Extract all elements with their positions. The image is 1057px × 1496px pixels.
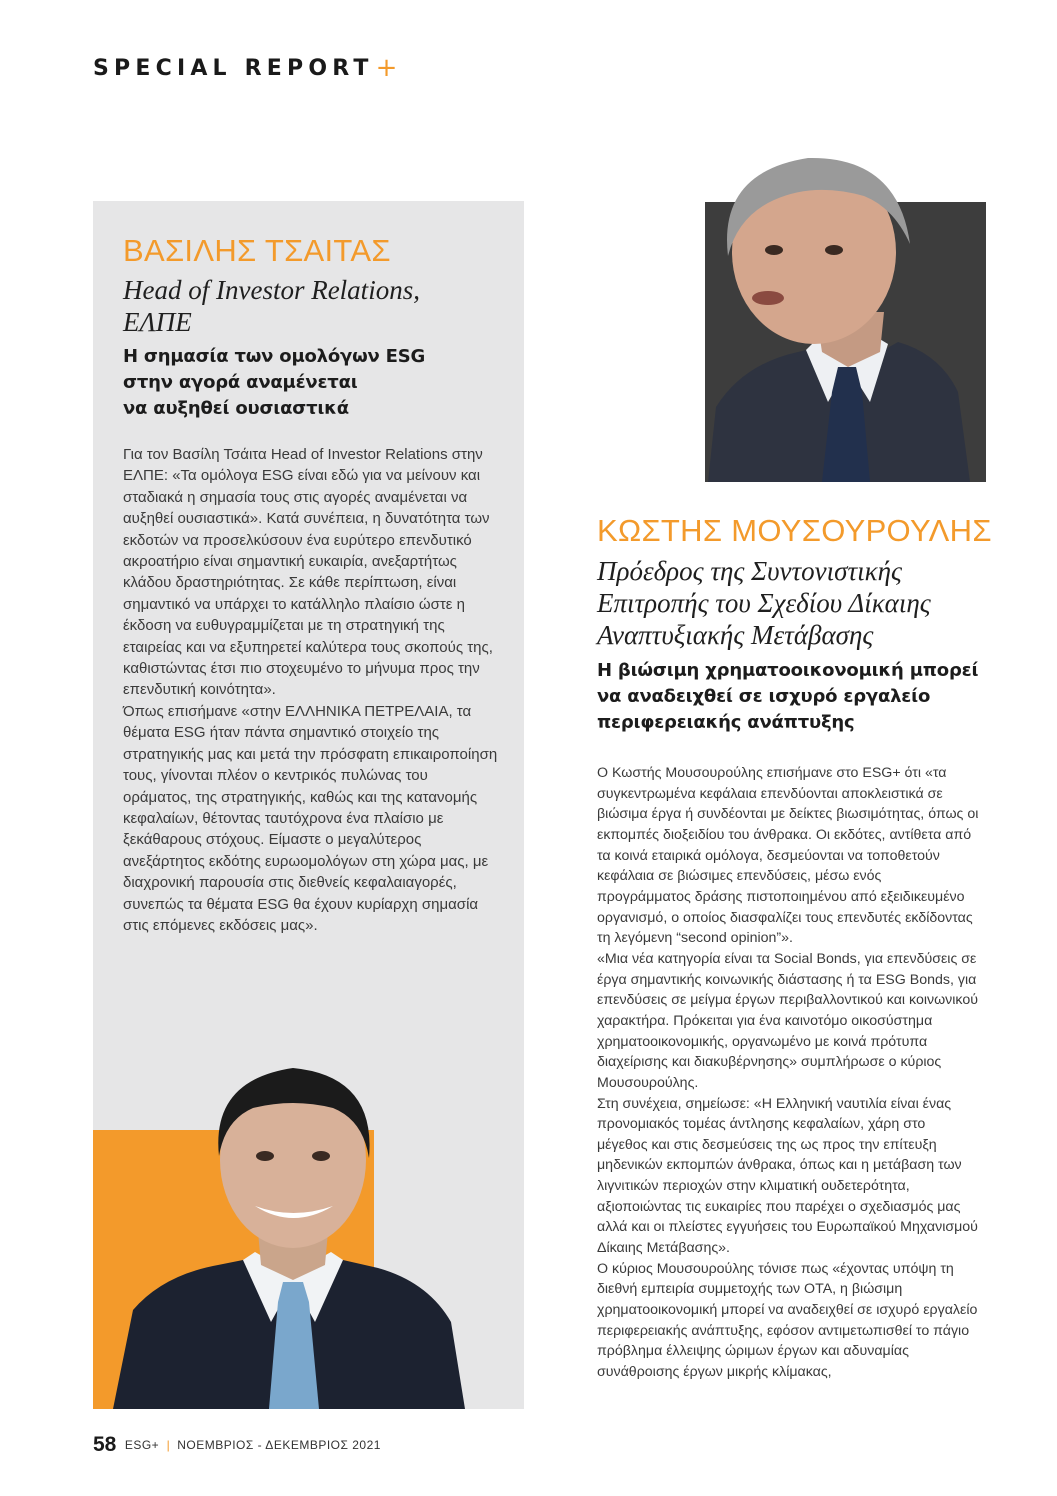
left-person-name: ΒΑΣΙΛΗΣ ΤΣΑΙΤΑΣ: [123, 233, 391, 268]
left-role-line: ΕΛΠΕ: [123, 307, 192, 337]
left-person-photo: [93, 1060, 524, 1409]
right-subhead-line: να αναδειχθεί σε ισχυρό εργαλείο: [597, 686, 931, 707]
right-role-line: Επιτροπής του Σχεδίου Δίκαιης: [597, 588, 931, 618]
section-title: SPECIAL REPORT: [93, 56, 374, 81]
right-subheading: [597, 658, 1017, 736]
footer-separator: |: [166, 1438, 170, 1452]
left-body-text: [123, 444, 498, 936]
issue-date: ΝΟΕΜΒΡΙΟΣ - ΔΕΚΕΜΒΡΙΟΣ 2021: [177, 1438, 381, 1452]
portrait-illustration-left: [93, 1060, 524, 1409]
page-number: 58: [93, 1433, 117, 1456]
section-header: [93, 52, 397, 82]
right-paragraph: Ο Κωστής Μουσουρούλης επισήμανε στο ESG+ ότι «τα συγκεντρωμένα κεφάλαια επενδύονται αποκλειστικά σε βιώσιμα έργα ή συνδέονται με δείκτες βιωσιμότητας, όπως οι εκπομπές διοξειδίου του άνθρακα. Οι εκδότες, αντίθετα από τα κοινά εταιρικά ομόλογα, δεσμεύονται να τοποθετούν κεφάλαια σε βιώσιμες επενδύσεις, μέσω ενός προγράμματος δράσης πιστοποιημένου από εξειδικευμένο οργανισμό, ο οποίος διασφαλίζει τους επενδυτές εκδίδοντας τη λεγόμενη “second opinion”».: [597, 765, 979, 947]
right-role-line: Αναπτυξιακής Μετάβασης: [597, 620, 874, 650]
left-person-role: [123, 274, 513, 338]
right-person-photo: [688, 152, 986, 482]
left-paragraph: Όπως επισήμανε «στην ΕΛΛΗΝΙΚΑ ΠΕΤΡΕΛΑΙΑ, τα θέματα ESG ήταν πάντα σημαντικό στοιχείο της στρατηγικής μας και μετά την πρόσφατη επικαιροποίηση τους, γίνονται πλέον ο κεντρικός πυλώνας του οράματος, της στρατηγικής, καθώς και της κατανομής κεφαλαίων, θέτοντας ταυτόχρονα ένα πλαίσιο με ξεκάθαρους στόχους. Είμαστε ο μεγαλύτερος ανεξάρτητος εκδότης ευρωομολόγων στη χώρα μας, με διαχρονική παρουσία στις διεθνείς κεφαλαιαγορές, συνεπώς τα θέματα ESG θα έχουν κυρίαρχη σημασία στις επόμενες εκδόσεις μας».: [123, 702, 498, 934]
right-role-line: Πρόεδρος της Συντονιστικής: [597, 556, 902, 586]
right-body-text: [597, 763, 979, 1383]
right-paragraph: «Μια νέα κατηγορία είναι τα Social Bonds, για επενδύσεις σε έργα σημαντικής κοινωνικής διάστασης ή τα ESG Bonds, για επενδύσεις σε μείγμα έργων περιβαλλοντικού και κοινωνικού χαρακτήρα. Πρόκειται για ένα καινοτόμο οικοσύστημα χρηματοοικονομικής, οργανωμένο με κοινά πρότυπα διαχείρισης και διακυβέρνησης» συμπλήρωσε ο κύριος Μουσουρούλης.: [597, 950, 978, 1091]
left-subhead-line: Η σημασία των ομολόγων ESG: [123, 346, 426, 367]
right-subhead-line: περιφερειακής ανάπτυξης: [597, 712, 855, 733]
right-person-name: ΚΩΣΤΗΣ ΜΟΥΣΟΥΡΟΥΛΗΣ: [597, 513, 992, 548]
publication-name: ESG+: [124, 1438, 160, 1452]
left-subheading: [123, 344, 513, 422]
page-footer: [93, 1433, 381, 1457]
right-paragraph: Στη συνέχεια, σημείωσε: «Η Ελληνική ναυτιλία είναι ένας προνομιακός τομέας άντλησης κεφαλαίων, χάρη στο μέγεθος και στις δεσμεύσεις της ως προς την επίτευξη μηδενικών εκπομπών άνθρακα, όπως και η μετάβαση των λιγνιτικών περιοχών στην κλιματική ουδετερότητα, αξιοποιώντας τις ευκαιρίες που παρέχει ο σχεδιασμός μας αλλά και οι πλείστες εγγυήσεις του Ευρωπαϊκού Μηχανισμού Δίκαιης Μετάβασης».: [597, 1095, 978, 1257]
right-subhead-line: Η βιώσιμη χρηματοοικονομική μπορεί: [597, 660, 979, 681]
left-subhead-line: στην αγορά αναμένεται: [123, 372, 358, 393]
left-role-line: Head of Investor Relations,: [123, 275, 420, 305]
left-subhead-line: να αυξηθεί ουσιαστικά: [123, 398, 349, 419]
right-paragraph: Ο κύριος Μουσουρούλης τόνισε πως «έχοντας υπόψη τη διεθνή εμπειρία συμμετοχής των ΟΤΑ, η βιώσιμη χρηματοοικονομική μπορεί να αναδειχθεί σε ισχυρό εργαλείο περιφερειακής ανάπτυξης, εφόσον αντιμετωπισθεί το πάγιο πρόβλημα έλλειψης ώριμων έργων και αδυναμίας συνάθροισης έργων μικρής κλίμακας,: [597, 1260, 978, 1381]
plus-mark: +: [375, 53, 398, 83]
portrait-illustration-right: [688, 152, 986, 482]
right-person-role: [597, 555, 1017, 651]
left-paragraph: Για τον Βασίλη Τσάιτα Head of Investor Relations στην ΕΛΠΕ: «Τα ομόλογα ESG είναι εδώ για να μείνουν και σταδιακά η σημασία τους στις αγορές αναμένεται να αυξηθεί ουσιαστικά». Κατά συνέπεια, η δυνατότητα των εκδοτών να προσελκύσουν ένα ευρύτερο επενδυτικό ακροατήριο είναι σημαντική ευκαιρία, ανεξαρτήτως κλάδου δραστηριότητας. Σε κάθε περίπτωση, είναι σημαντικό να υπάρχει το κατάλληλο πλαίσιο ώστε η έκδοση να ευθυγραμμίζεται με τη στρατηγική της εταιρείας και να εξυπηρετεί καλύτερα τους σκοπούς της, καθιστώντας έτσι πιο στοχευμένο το μήνυμα προς την επενδυτική κοινότητα».: [123, 446, 493, 699]
